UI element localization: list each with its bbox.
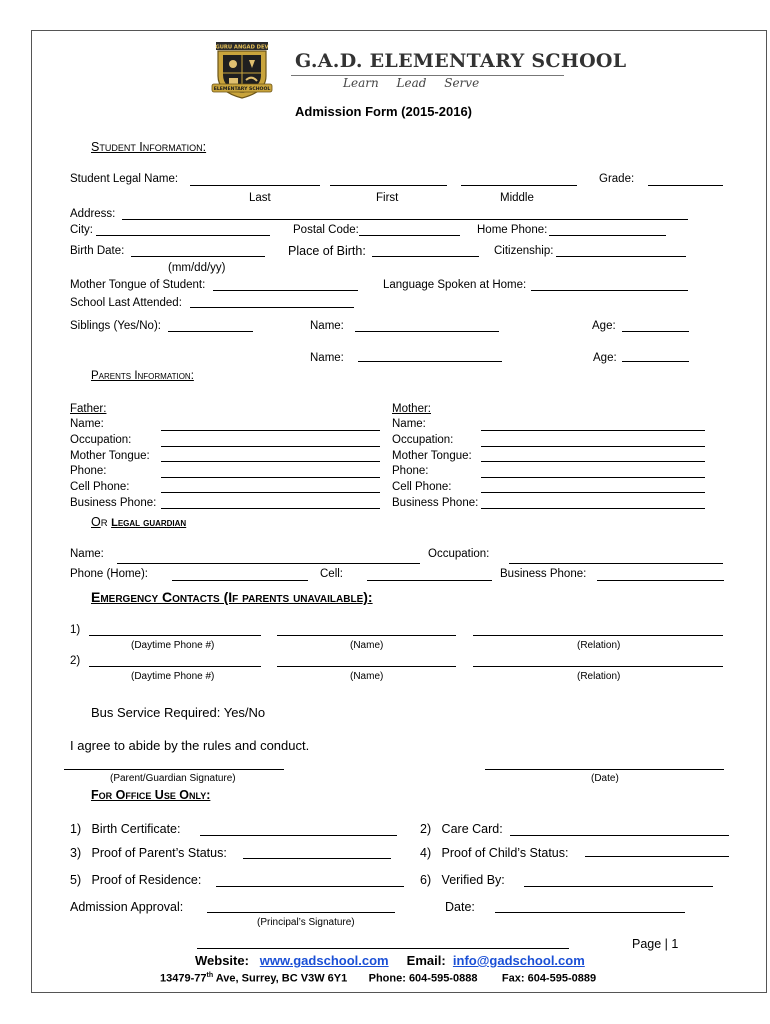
sibling1-name-label: Name:	[310, 320, 344, 332]
place-of-birth-field[interactable]	[372, 256, 479, 257]
emergency-row2-number: 2)	[70, 655, 81, 667]
last-name-field[interactable]	[190, 185, 320, 186]
emergency2-relation-caption: (Relation)	[577, 671, 621, 682]
middle-name-field[interactable]	[461, 185, 577, 186]
birth-date-field[interactable]	[131, 256, 265, 257]
office-item-6	[420, 873, 505, 887]
mother-business-phone-field[interactable]	[481, 508, 705, 509]
father-business-phone-label: Business Phone:	[70, 497, 157, 509]
office-item-2	[420, 822, 503, 836]
office-item-4-number: 4)	[420, 846, 432, 860]
email-label: Email:	[406, 953, 446, 968]
father-name-label: Name:	[70, 418, 104, 430]
signature-date-field[interactable]	[485, 769, 724, 770]
emergency1-daytime-phone-caption: (Daytime Phone #)	[131, 640, 215, 651]
mother-occupation-field[interactable]	[481, 446, 705, 447]
office-item-5-number: 5)	[70, 873, 82, 887]
father-mother-tongue-field[interactable]	[161, 461, 380, 462]
guardian-name-field[interactable]	[117, 563, 420, 564]
grade-field[interactable]	[648, 185, 723, 186]
mother-tongue-field[interactable]	[213, 290, 358, 291]
parents-info-heading: Parents Information:	[91, 370, 194, 382]
mother-cell-field[interactable]	[481, 492, 705, 493]
emergency-contacts-heading: Emergency Contacts (If parents unavailable):	[91, 589, 373, 605]
school-motto: Learn Lead Serve	[343, 76, 480, 90]
father-cell-label: Cell Phone:	[70, 481, 130, 493]
office-item-5-label: Proof of Residence:	[91, 873, 202, 887]
grade-label: Grade:	[599, 173, 635, 185]
first-caption: First	[376, 192, 399, 204]
mother-mother-tongue-field[interactable]	[481, 461, 705, 462]
address-field[interactable]	[122, 219, 688, 220]
guardian-cell-label: Cell:	[320, 568, 344, 580]
mother-occupation-label: Occupation:	[392, 434, 454, 446]
father-occupation-label: Occupation:	[70, 434, 132, 446]
guardian-occupation-label: Occupation:	[428, 548, 490, 560]
principal-signature-caption: (Principal’s Signature)	[257, 917, 355, 928]
father-cell-field[interactable]	[161, 492, 380, 493]
date-format-hint: (mm/dd/yy)	[168, 262, 226, 274]
admission-approval-field[interactable]	[207, 912, 395, 913]
school-last-label: School Last Attended:	[70, 297, 182, 309]
siblings-label: Siblings (Yes/No):	[70, 320, 161, 332]
proof-parent-status-field[interactable]	[243, 858, 391, 859]
care-card-field[interactable]	[510, 835, 729, 836]
citizenship-label: Citizenship:	[494, 245, 554, 257]
emergency-row1-number: 1)	[70, 624, 81, 636]
emergency1-relation-field[interactable]	[473, 635, 723, 636]
verified-by-field[interactable]	[524, 886, 713, 887]
postal-code-label: Postal Code:	[293, 224, 359, 236]
office-use-heading: For Office Use Only:	[91, 788, 211, 802]
legal-guardian-text: Legal guardian	[111, 517, 187, 529]
office-item-1-number: 1)	[70, 822, 82, 836]
office-item-6-number: 6)	[420, 873, 432, 887]
office-item-1	[70, 822, 180, 836]
emergency1-relation-caption: (Relation)	[577, 640, 621, 651]
footer-phone: Phone: 604-595-0888	[368, 972, 478, 985]
siblings-field[interactable]	[168, 331, 253, 332]
school-crest-logo	[208, 40, 276, 100]
bus-service-text: Bus Service Required: Yes/No	[91, 705, 266, 720]
birth-certificate-field[interactable]	[200, 835, 397, 836]
office-item-5	[70, 873, 201, 887]
guardian-business-phone-label: Business Phone:	[500, 568, 587, 580]
mother-phone-label: Phone:	[392, 465, 429, 477]
mother-tongue-label: Mother Tongue of Student:	[70, 279, 206, 291]
office-item-3	[70, 846, 227, 860]
emergency2-daytime-phone-field[interactable]	[89, 666, 261, 667]
citizenship-field[interactable]	[556, 256, 686, 257]
mother-phone-field[interactable]	[481, 477, 705, 478]
sibling1-age-label: Age:	[592, 320, 616, 332]
father-occupation-field[interactable]	[161, 446, 380, 447]
footer-contact-line	[195, 953, 585, 968]
address-label: Address:	[70, 208, 116, 220]
mother-heading: Mother:	[392, 403, 431, 415]
office-item-4	[420, 846, 568, 860]
address-number: 13479-77	[160, 972, 207, 985]
parent-signature-field[interactable]	[64, 769, 284, 770]
office-item-3-label: Proof of Parent’s Status:	[91, 846, 227, 860]
approval-date-label: Date:	[445, 900, 475, 914]
sibling2-age-label: Age:	[593, 352, 617, 364]
approval-date-field[interactable]	[495, 912, 685, 913]
emergency1-name-caption: (Name)	[350, 640, 384, 651]
mother-name-field[interactable]	[481, 430, 705, 431]
website-link[interactable]: www.gadschool.com	[259, 953, 389, 968]
address-rest: Ave, Surrey, BC V3W 6Y1	[213, 972, 348, 985]
website-label: Website:	[195, 953, 249, 968]
father-name-field[interactable]	[161, 430, 380, 431]
parent-signature-caption: (Parent/Guardian Signature)	[110, 773, 236, 784]
office-item-2-label: Care Card:	[441, 822, 503, 836]
signature-date-caption: (Date)	[591, 773, 619, 784]
language-home-field[interactable]	[531, 290, 688, 291]
mother-cell-label: Cell Phone:	[392, 481, 452, 493]
home-phone-field[interactable]	[549, 235, 666, 236]
email-link[interactable]: info@gadschool.com	[452, 953, 585, 968]
first-name-field[interactable]	[330, 185, 447, 186]
form-title: Admission Form (2015-2016)	[295, 104, 473, 119]
sibling1-name-field[interactable]	[355, 331, 499, 332]
mother-name-label: Name:	[392, 418, 426, 430]
office-item-4-label: Proof of Child’s Status:	[441, 846, 569, 860]
birth-date-label: Birth Date:	[70, 245, 125, 257]
or-rest: R	[100, 518, 108, 529]
or-legal-guardian-heading	[91, 515, 186, 529]
emergency1-name-field[interactable]	[277, 635, 456, 636]
office-item-2-number: 2)	[420, 822, 432, 836]
guardian-business-phone-field[interactable]	[597, 580, 724, 581]
office-item-6-label: Verified By:	[441, 873, 505, 887]
footer-rule	[197, 948, 569, 949]
city-label: City:	[70, 224, 93, 236]
proof-residence-field[interactable]	[216, 886, 404, 887]
office-item-3-number: 3)	[70, 846, 82, 860]
last-caption: Last	[249, 192, 271, 204]
mother-mother-tongue-label: Mother Tongue:	[392, 450, 472, 462]
sibling2-age-field[interactable]	[622, 361, 689, 362]
mother-business-phone-label: Business Phone:	[392, 497, 479, 509]
father-phone-label: Phone:	[70, 465, 107, 477]
page-number: Page | 1	[632, 937, 679, 951]
father-business-phone-field[interactable]	[161, 508, 380, 509]
middle-caption: Middle	[500, 192, 534, 204]
guardian-cell-field[interactable]	[367, 580, 492, 581]
footer-address-line	[160, 972, 596, 985]
address-ordinal: th	[206, 972, 214, 979]
guardian-occupation-field[interactable]	[509, 563, 723, 564]
emergency2-daytime-phone-caption: (Daytime Phone #)	[131, 671, 215, 682]
svg-text:ELEMENTARY SCHOOL: ELEMENTARY SCHOOL	[213, 87, 271, 92]
svg-text:GURU ANGAD DEV: GURU ANGAD DEV	[215, 44, 269, 51]
office-item-1-label: Birth Certificate:	[91, 822, 181, 836]
sibling1-age-field[interactable]	[622, 331, 689, 332]
city-field[interactable]	[96, 235, 270, 236]
sibling2-name-field[interactable]	[358, 361, 502, 362]
postal-code-field[interactable]	[359, 235, 460, 236]
place-of-birth-label: Place of Birth:	[288, 244, 366, 258]
emergency2-name-field[interactable]	[277, 666, 456, 667]
language-home-label: Language Spoken at Home:	[383, 279, 527, 291]
student-info-heading: Student Information:	[91, 140, 207, 154]
footer-fax: Fax: 604-595-0889	[501, 972, 597, 985]
school-name: G.A.D. ELEMENTARY SCHOOL	[295, 50, 627, 72]
emergency2-name-caption: (Name)	[350, 671, 384, 682]
or-initial: O	[91, 515, 101, 529]
student-legal-name-label: Student Legal Name:	[70, 173, 179, 185]
father-mother-tongue-label: Mother Tongue:	[70, 450, 150, 462]
emergency2-relation-field[interactable]	[473, 666, 723, 667]
home-phone-label: Home Phone:	[477, 224, 548, 236]
school-last-field[interactable]	[190, 307, 354, 308]
father-heading: Father:	[70, 403, 107, 415]
sibling2-name-label: Name:	[310, 352, 344, 364]
guardian-name-label: Name:	[70, 548, 104, 560]
emergency1-daytime-phone-field[interactable]	[89, 635, 261, 636]
father-phone-field[interactable]	[161, 477, 380, 478]
admission-approval-label: Admission Approval:	[70, 900, 184, 914]
agreement-text: I agree to abide by the rules and conduct.	[70, 738, 310, 753]
guardian-phone-home-field[interactable]	[172, 580, 308, 581]
proof-child-status-field[interactable]	[585, 856, 729, 857]
guardian-phone-home-label: Phone (Home):	[70, 568, 148, 580]
